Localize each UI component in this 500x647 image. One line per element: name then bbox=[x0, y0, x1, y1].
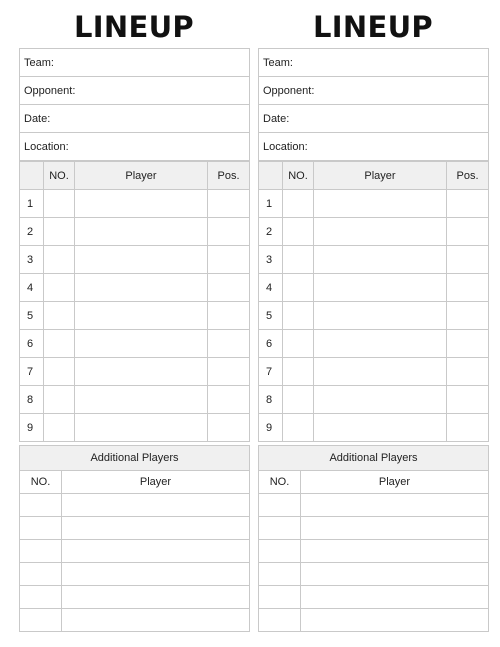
position-cell[interactable] bbox=[447, 190, 489, 218]
player-cell[interactable] bbox=[314, 274, 447, 302]
position-cell[interactable] bbox=[208, 358, 250, 386]
additional-player-row bbox=[259, 540, 489, 563]
additional-players-header-row bbox=[20, 471, 250, 494]
additional-players-title: Additional Players bbox=[259, 446, 489, 471]
info-row bbox=[20, 133, 250, 161]
batting-order-table bbox=[258, 161, 489, 442]
player-header: Player bbox=[314, 162, 447, 190]
row-number: 9 bbox=[259, 414, 283, 442]
jersey-number-cell[interactable] bbox=[283, 330, 314, 358]
batting-order-row bbox=[20, 302, 250, 330]
batting-order-row bbox=[259, 358, 489, 386]
batting-order-row bbox=[20, 358, 250, 386]
position-cell[interactable] bbox=[208, 218, 250, 246]
lineup-sheet-left bbox=[19, 0, 249, 632]
additional-number-cell[interactable] bbox=[259, 563, 301, 586]
additional-player-row bbox=[20, 517, 250, 540]
batting-order-row bbox=[259, 246, 489, 274]
jersey-number-cell[interactable] bbox=[44, 190, 75, 218]
additional-number-cell[interactable] bbox=[259, 609, 301, 632]
jersey-number-cell[interactable] bbox=[44, 274, 75, 302]
additional-player-cell[interactable] bbox=[62, 494, 250, 517]
player-cell[interactable] bbox=[314, 386, 447, 414]
position-cell[interactable] bbox=[208, 414, 250, 442]
jersey-number-cell[interactable] bbox=[44, 414, 75, 442]
position-header: Pos. bbox=[447, 162, 489, 190]
sheet-title: LINEUP bbox=[313, 10, 433, 44]
additional-player-header: Player bbox=[62, 471, 250, 494]
batting-order-row bbox=[20, 330, 250, 358]
row-number: 7 bbox=[259, 358, 283, 386]
player-cell[interactable] bbox=[75, 218, 208, 246]
additional-number-cell[interactable] bbox=[20, 540, 62, 563]
additional-number-cell[interactable] bbox=[259, 517, 301, 540]
row-number: 3 bbox=[20, 246, 44, 274]
player-cell[interactable] bbox=[75, 190, 208, 218]
additional-player-row bbox=[20, 494, 250, 517]
row-number: 1 bbox=[259, 190, 283, 218]
additional-player-cell[interactable] bbox=[301, 540, 489, 563]
batting-order-row bbox=[20, 218, 250, 246]
batting-order-row bbox=[20, 414, 250, 442]
additional-player-cell[interactable] bbox=[62, 540, 250, 563]
position-cell[interactable] bbox=[447, 358, 489, 386]
position-cell[interactable] bbox=[208, 302, 250, 330]
info-row bbox=[259, 77, 489, 105]
position-cell[interactable] bbox=[447, 246, 489, 274]
position-cell[interactable] bbox=[208, 190, 250, 218]
jersey-number-cell[interactable] bbox=[44, 358, 75, 386]
row-number: 8 bbox=[259, 386, 283, 414]
player-cell[interactable] bbox=[314, 414, 447, 442]
jersey-number-cell[interactable] bbox=[283, 302, 314, 330]
additional-player-cell[interactable] bbox=[301, 586, 489, 609]
row-number: 4 bbox=[259, 274, 283, 302]
additional-player-row bbox=[259, 586, 489, 609]
batting-order-row bbox=[259, 330, 489, 358]
info-field[interactable]: Date: bbox=[259, 105, 489, 133]
info-row bbox=[259, 49, 489, 77]
player-cell[interactable] bbox=[314, 358, 447, 386]
player-cell[interactable] bbox=[314, 302, 447, 330]
additional-number-cell[interactable] bbox=[259, 586, 301, 609]
batting-order-row bbox=[20, 386, 250, 414]
row-number-header bbox=[20, 162, 44, 190]
additional-player-row bbox=[20, 609, 250, 632]
position-cell[interactable] bbox=[208, 330, 250, 358]
player-cell[interactable] bbox=[75, 274, 208, 302]
additional-number-cell[interactable] bbox=[20, 586, 62, 609]
row-number: 4 bbox=[20, 274, 44, 302]
batting-order-row bbox=[20, 190, 250, 218]
additional-player-cell[interactable] bbox=[301, 494, 489, 517]
batting-order-row bbox=[259, 218, 489, 246]
additional-player-row bbox=[259, 517, 489, 540]
additional-players-title: Additional Players bbox=[20, 446, 250, 471]
info-field[interactable]: Opponent: bbox=[20, 77, 250, 105]
info-field[interactable]: Location: bbox=[259, 133, 489, 161]
batting-order-header-row bbox=[259, 162, 489, 190]
additional-players-title-row bbox=[20, 446, 250, 471]
row-number-header bbox=[259, 162, 283, 190]
player-cell[interactable] bbox=[75, 414, 208, 442]
jersey-number-cell[interactable] bbox=[283, 414, 314, 442]
player-cell[interactable] bbox=[75, 246, 208, 274]
batting-order-row bbox=[259, 302, 489, 330]
additional-number-header: NO. bbox=[20, 471, 62, 494]
player-cell[interactable] bbox=[314, 218, 447, 246]
info-row bbox=[259, 133, 489, 161]
row-number: 6 bbox=[259, 330, 283, 358]
position-cell[interactable] bbox=[208, 246, 250, 274]
game-info-table bbox=[19, 48, 250, 161]
jersey-number-cell[interactable] bbox=[44, 246, 75, 274]
additional-player-cell[interactable] bbox=[62, 609, 250, 632]
additional-number-cell[interactable] bbox=[20, 609, 62, 632]
batting-order-row bbox=[259, 414, 489, 442]
additional-number-cell[interactable] bbox=[20, 494, 62, 517]
sheet-title: LINEUP bbox=[74, 10, 194, 44]
player-cell[interactable] bbox=[75, 330, 208, 358]
row-number: 1 bbox=[20, 190, 44, 218]
position-cell[interactable] bbox=[447, 414, 489, 442]
info-field[interactable]: Location: bbox=[20, 133, 250, 161]
batting-order-table bbox=[19, 161, 250, 442]
row-number: 8 bbox=[20, 386, 44, 414]
row-number: 9 bbox=[20, 414, 44, 442]
additional-number-cell[interactable] bbox=[259, 494, 301, 517]
jersey-number-cell[interactable] bbox=[283, 358, 314, 386]
additional-number-cell[interactable] bbox=[259, 540, 301, 563]
position-cell[interactable] bbox=[447, 302, 489, 330]
player-cell[interactable] bbox=[314, 190, 447, 218]
additional-player-cell[interactable] bbox=[62, 586, 250, 609]
jersey-number-header: NO. bbox=[283, 162, 314, 190]
batting-order-row bbox=[259, 190, 489, 218]
game-info-table bbox=[258, 48, 489, 161]
player-cell[interactable] bbox=[314, 330, 447, 358]
jersey-number-header: NO. bbox=[44, 162, 75, 190]
additional-player-row bbox=[259, 494, 489, 517]
additional-player-cell[interactable] bbox=[62, 563, 250, 586]
additional-players-header-row bbox=[259, 471, 489, 494]
info-row bbox=[20, 77, 250, 105]
additional-player-header: Player bbox=[301, 471, 489, 494]
row-number: 3 bbox=[259, 246, 283, 274]
additional-player-row bbox=[20, 540, 250, 563]
jersey-number-cell[interactable] bbox=[44, 330, 75, 358]
player-cell[interactable] bbox=[314, 246, 447, 274]
row-number: 2 bbox=[20, 218, 44, 246]
additional-player-cell[interactable] bbox=[301, 563, 489, 586]
player-cell[interactable] bbox=[75, 302, 208, 330]
additional-number-cell[interactable] bbox=[20, 517, 62, 540]
additional-player-row bbox=[20, 586, 250, 609]
row-number: 5 bbox=[20, 302, 44, 330]
batting-order-row bbox=[259, 386, 489, 414]
info-field[interactable]: Team: bbox=[20, 49, 250, 77]
additional-players-table bbox=[258, 445, 489, 632]
additional-players-table bbox=[19, 445, 250, 632]
info-row bbox=[20, 49, 250, 77]
additional-number-header: NO. bbox=[259, 471, 301, 494]
additional-player-cell[interactable] bbox=[301, 517, 489, 540]
info-field[interactable]: Opponent: bbox=[259, 77, 489, 105]
batting-order-row bbox=[20, 274, 250, 302]
position-cell[interactable] bbox=[447, 386, 489, 414]
jersey-number-cell[interactable] bbox=[283, 218, 314, 246]
position-cell[interactable] bbox=[208, 386, 250, 414]
lineup-sheet-right bbox=[258, 0, 488, 632]
jersey-number-cell[interactable] bbox=[283, 274, 314, 302]
info-row bbox=[20, 105, 250, 133]
additional-players-title-row bbox=[259, 446, 489, 471]
additional-player-row bbox=[259, 609, 489, 632]
info-field[interactable]: Team: bbox=[259, 49, 489, 77]
additional-player-cell[interactable] bbox=[301, 609, 489, 632]
position-cell[interactable] bbox=[447, 330, 489, 358]
info-row bbox=[259, 105, 489, 133]
player-cell[interactable] bbox=[75, 358, 208, 386]
info-field[interactable]: Date: bbox=[20, 105, 250, 133]
additional-player-row bbox=[259, 563, 489, 586]
batting-order-header-row bbox=[20, 162, 250, 190]
additional-player-cell[interactable] bbox=[62, 517, 250, 540]
jersey-number-cell[interactable] bbox=[44, 386, 75, 414]
position-cell[interactable] bbox=[208, 274, 250, 302]
position-cell[interactable] bbox=[447, 218, 489, 246]
row-number: 6 bbox=[20, 330, 44, 358]
position-cell[interactable] bbox=[447, 274, 489, 302]
row-number: 7 bbox=[20, 358, 44, 386]
position-header: Pos. bbox=[208, 162, 250, 190]
additional-player-row bbox=[20, 563, 250, 586]
jersey-number-cell[interactable] bbox=[283, 190, 314, 218]
row-number: 5 bbox=[259, 302, 283, 330]
player-header: Player bbox=[75, 162, 208, 190]
jersey-number-cell[interactable] bbox=[283, 386, 314, 414]
batting-order-row bbox=[20, 246, 250, 274]
batting-order-row bbox=[259, 274, 489, 302]
jersey-number-cell[interactable] bbox=[44, 218, 75, 246]
jersey-number-cell[interactable] bbox=[44, 302, 75, 330]
additional-number-cell[interactable] bbox=[20, 563, 62, 586]
row-number: 2 bbox=[259, 218, 283, 246]
player-cell[interactable] bbox=[75, 386, 208, 414]
jersey-number-cell[interactable] bbox=[283, 246, 314, 274]
